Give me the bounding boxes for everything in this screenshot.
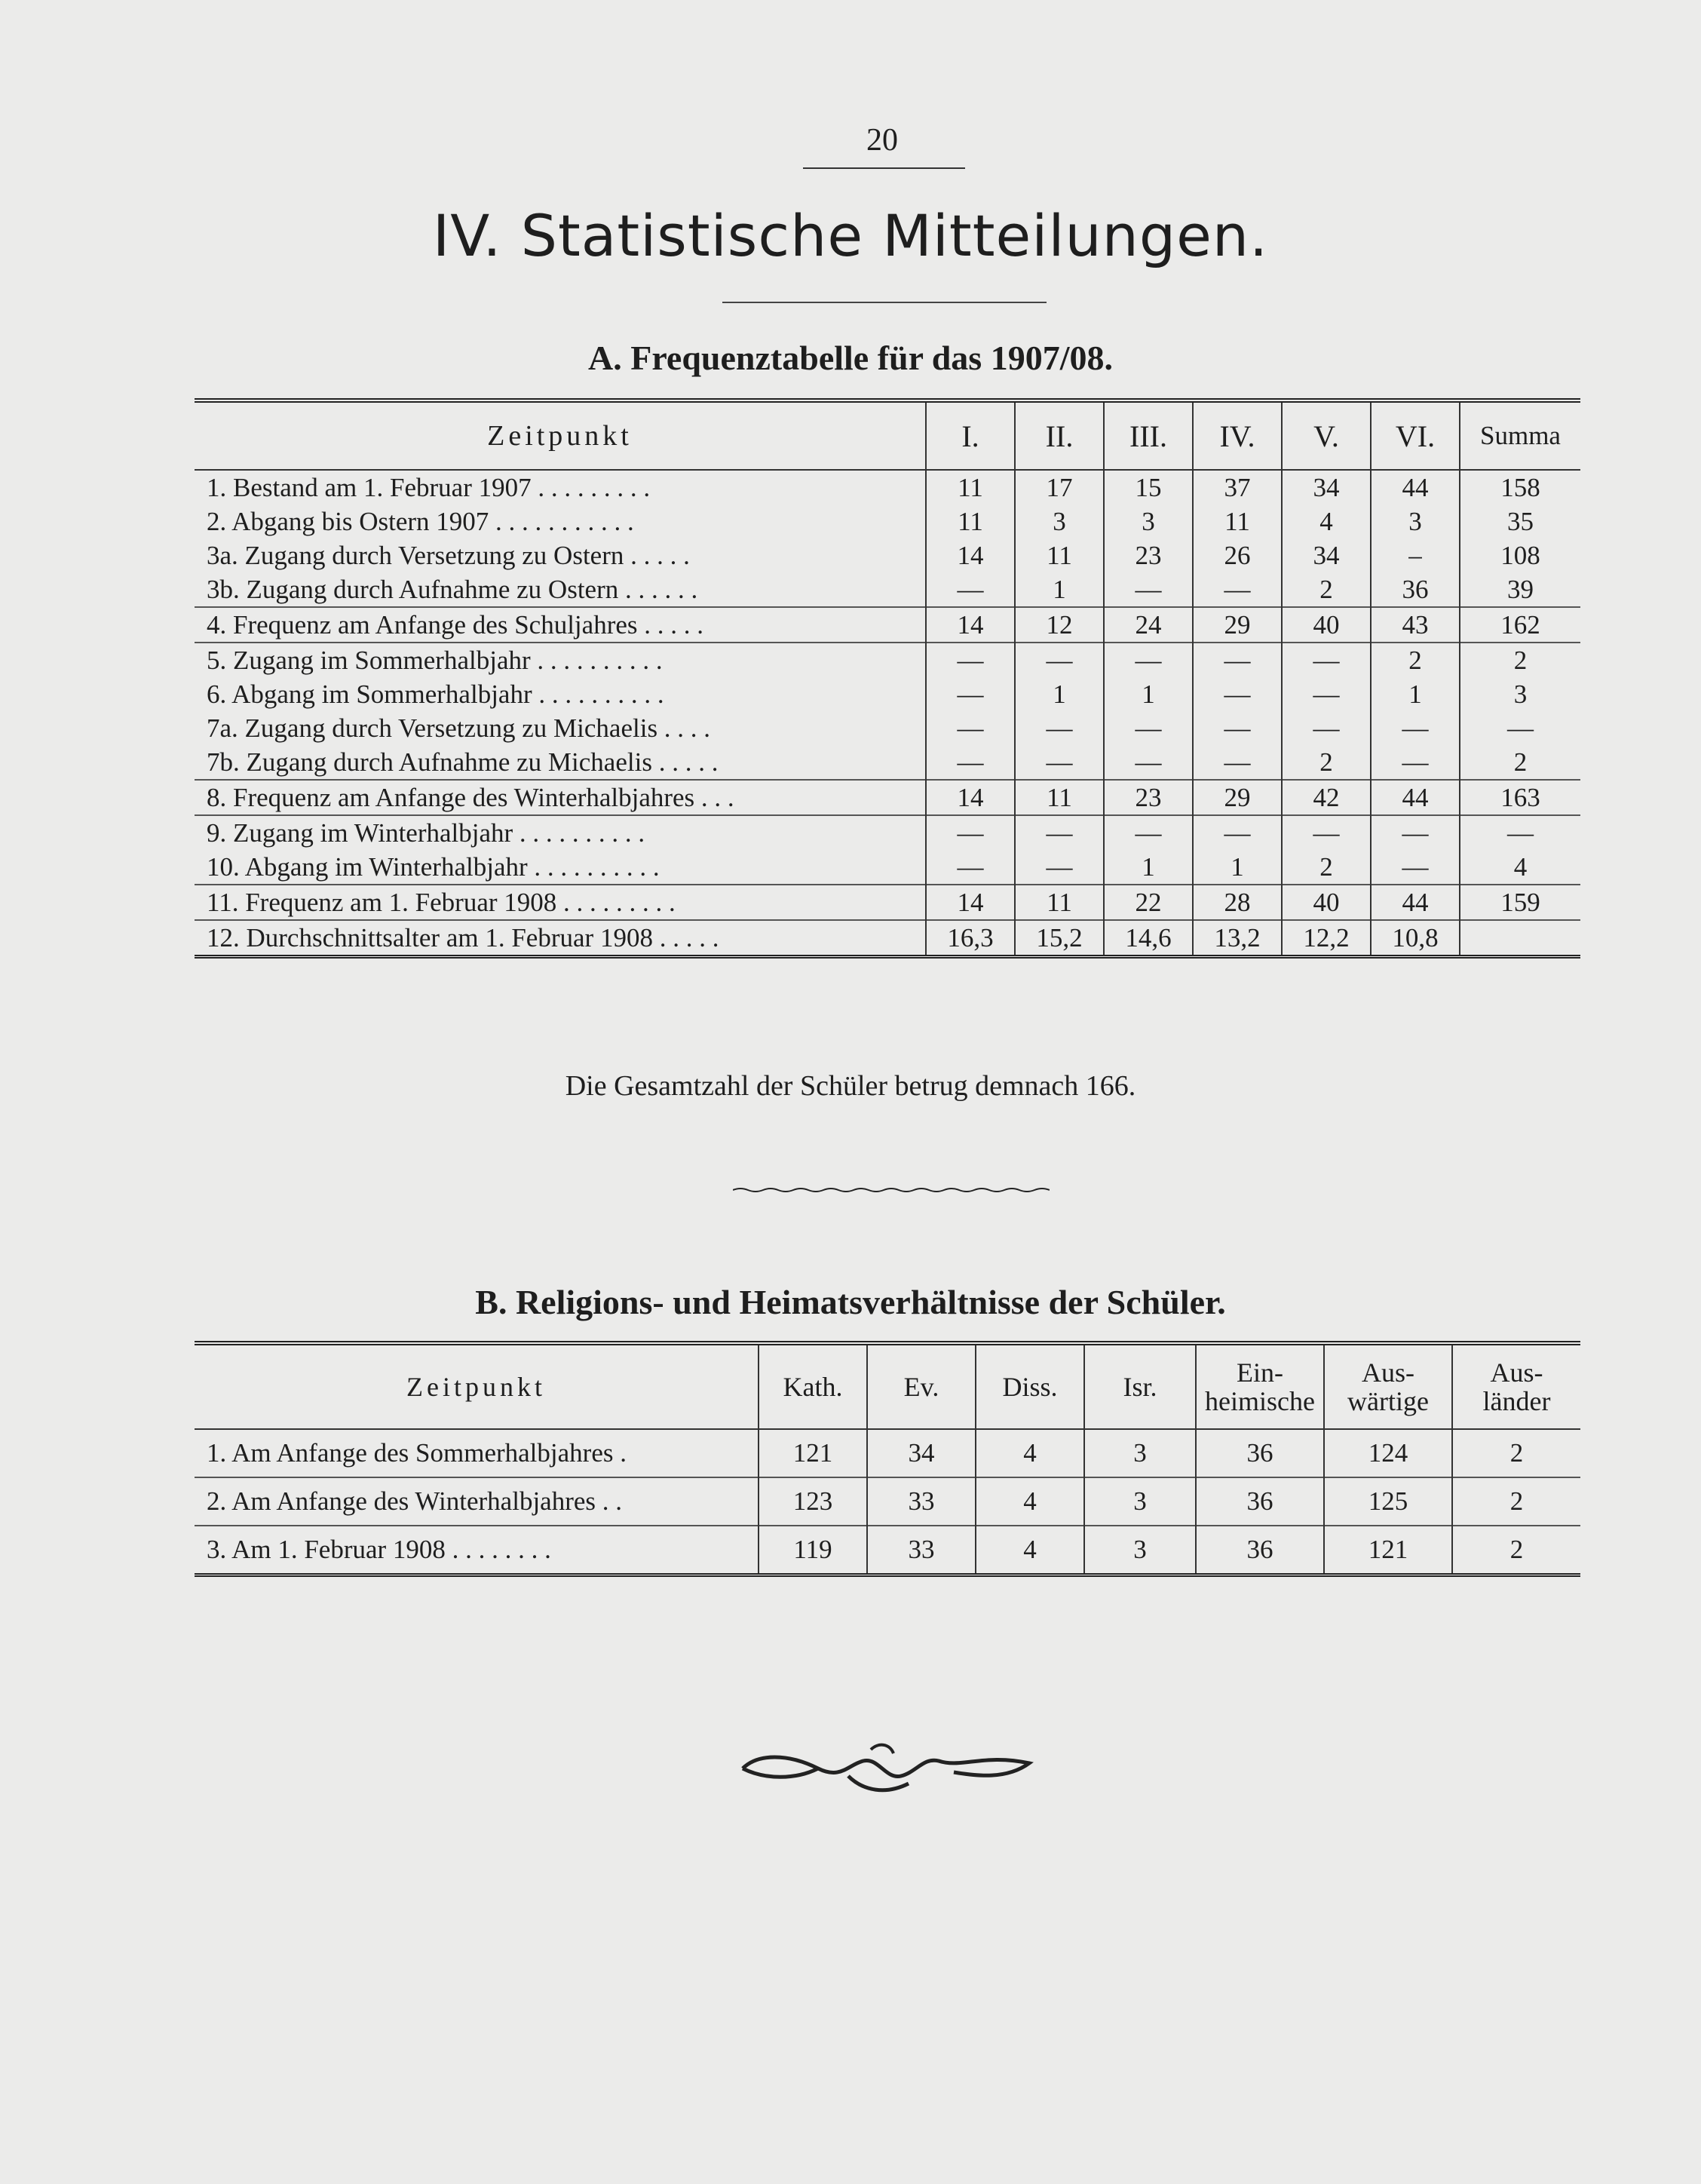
- table-cell: 123: [759, 1477, 867, 1526]
- table-cell: —: [1015, 745, 1104, 780]
- header-zeitpunkt: Zeitpunkt: [195, 400, 926, 470]
- table-cell: 13,2: [1193, 920, 1282, 957]
- table-cell: 15,2: [1015, 920, 1104, 957]
- header-kath: Kath.: [759, 1343, 867, 1429]
- table-cell: —: [1371, 711, 1460, 745]
- table-cell: 40: [1282, 885, 1371, 920]
- heading-rule: [722, 302, 1047, 303]
- table-cell: 26: [1193, 538, 1282, 572]
- table-cell: 12: [1015, 607, 1104, 643]
- table-cell: 2: [1452, 1477, 1580, 1526]
- table-cell: 4: [976, 1429, 1084, 1477]
- table-cell: 1: [1104, 850, 1193, 885]
- table-row: [195, 572, 1580, 607]
- table-cell: 16,3: [926, 920, 1015, 957]
- table-cell: —: [1460, 711, 1580, 745]
- row-label: 6. Abgang im Sommerhalbjahr . . . . . . . . . .: [207, 679, 664, 709]
- header-class-1: I.: [926, 400, 1015, 470]
- table-cell: —: [1282, 643, 1371, 677]
- table-cell: —: [1193, 711, 1282, 745]
- page-heading: IV. Statistische Mitteilungen.: [432, 202, 1269, 269]
- table-cell: —: [926, 815, 1015, 850]
- table-cell: —: [1282, 711, 1371, 745]
- table-cell: 11: [1015, 885, 1104, 920]
- row-label: 3. Am 1. Februar 1908 . . . . . . . .: [195, 1526, 759, 1575]
- table-cell: 33: [867, 1477, 976, 1526]
- table-cell: 43: [1371, 607, 1460, 643]
- table-cell: 15: [1104, 470, 1193, 505]
- table-cell: —: [1104, 643, 1193, 677]
- table-cell: 121: [1324, 1526, 1452, 1575]
- table-cell: —: [1193, 815, 1282, 850]
- table-cell: 2: [1460, 745, 1580, 780]
- row-label: 12. Durchschnittsalter am 1. Februar 1908 . . . . .: [195, 920, 926, 957]
- table-cell: —: [1104, 711, 1193, 745]
- table-cell: 29: [1193, 780, 1282, 815]
- table-cell: —: [1015, 850, 1104, 885]
- table-cell: 34: [1282, 470, 1371, 505]
- table-cell: 11: [1015, 538, 1104, 572]
- table-row: [195, 885, 1580, 920]
- header-auswaertige: Aus- wärtige: [1324, 1343, 1452, 1429]
- table-row: [195, 850, 1580, 885]
- table-cell: 14: [926, 607, 1015, 643]
- wavy-divider: [733, 1186, 1050, 1195]
- table-row: [195, 780, 1580, 815]
- row-label: 2. Am Anfange des Winterhalbjahres . .: [195, 1477, 759, 1526]
- table-row: [195, 643, 1580, 677]
- table-cell: —: [1371, 815, 1460, 850]
- header-class-5: V.: [1282, 400, 1371, 470]
- table-cell: 2: [1282, 572, 1371, 607]
- table-cell: 34: [867, 1429, 976, 1477]
- table-row: [195, 1526, 1580, 1575]
- table-cell: 1: [1104, 677, 1193, 711]
- table-cell: 159: [1460, 885, 1580, 920]
- table-cell: 2: [1452, 1429, 1580, 1477]
- row-label: 3b. Zugang durch Aufnahme zu Ostern . . . . . .: [207, 574, 698, 604]
- header-ev: Ev.: [867, 1343, 976, 1429]
- table-row: [195, 538, 1580, 572]
- table-cell: 23: [1104, 780, 1193, 815]
- page-number: 20: [866, 123, 898, 158]
- religion-header-row: [195, 1343, 1580, 1429]
- table-cell: 44: [1371, 470, 1460, 505]
- table-cell: 4: [1460, 850, 1580, 885]
- header-class-2: II.: [1015, 400, 1104, 470]
- table-row: [195, 815, 1580, 850]
- table-cell: 28: [1193, 885, 1282, 920]
- row-label: 5. Zugang im Sommerhalbjahr . . . . . . . . . .: [195, 643, 926, 677]
- table-cell: 36: [1371, 572, 1460, 607]
- table-cell: 3: [1015, 505, 1104, 538]
- table-cell: 12,2: [1282, 920, 1371, 957]
- table-cell: —: [926, 850, 1015, 885]
- total-remark: Die Gesamtzahl der Schüler betrug demnach 166.: [565, 1070, 1136, 1102]
- table-row: [195, 1477, 1580, 1526]
- table-cell: —: [1371, 745, 1460, 780]
- table-row: [195, 1429, 1580, 1477]
- table-cell: 2: [1282, 745, 1371, 780]
- table-cell: 1: [1193, 850, 1282, 885]
- header-zeitpunkt-b: Zeitpunkt: [195, 1343, 759, 1429]
- table-row: [195, 607, 1580, 643]
- table-cell: 11: [926, 470, 1015, 505]
- row-label: 9. Zugang im Winterhalbjahr . . . . . . . . . .: [195, 815, 926, 850]
- table-cell: 125: [1324, 1477, 1452, 1526]
- table-cell: 44: [1371, 780, 1460, 815]
- ornament-icon: [735, 1735, 1037, 1802]
- table-cell: 36: [1196, 1477, 1324, 1526]
- table-cell: 4: [1282, 505, 1371, 538]
- table-row: [195, 677, 1580, 711]
- table-row: [195, 505, 1580, 538]
- table-cell: 1: [1015, 572, 1104, 607]
- table-cell: 108: [1460, 538, 1580, 572]
- row-label: 7a. Zugang durch Versetzung zu Michaelis . . . .: [207, 713, 711, 743]
- table-cell: 14,6: [1104, 920, 1193, 957]
- table-cell: 163: [1460, 780, 1580, 815]
- table-cell: 37: [1193, 470, 1282, 505]
- table-row: [195, 920, 1580, 957]
- table-cell: —: [1193, 643, 1282, 677]
- row-label: 3a. Zugang durch Versetzung zu Ostern . . . . .: [207, 540, 690, 570]
- header-summa: Summa: [1460, 400, 1580, 470]
- table-cell: 11: [1015, 780, 1104, 815]
- table-cell: 42: [1282, 780, 1371, 815]
- table-cell: 22: [1104, 885, 1193, 920]
- table-cell: —: [1193, 572, 1282, 607]
- table-cell: —: [926, 677, 1015, 711]
- page-number-rule: [803, 167, 965, 169]
- table-cell: 24: [1104, 607, 1193, 643]
- table-cell: 3: [1104, 505, 1193, 538]
- table-cell: 17: [1015, 470, 1104, 505]
- table-row: [195, 711, 1580, 745]
- section-b-title: B. Religions- und Heimatsverhältnisse der Schüler.: [475, 1283, 1226, 1321]
- table-cell: 44: [1371, 885, 1460, 920]
- table-cell: —: [1015, 643, 1104, 677]
- table-cell: 1: [1015, 677, 1104, 711]
- table-cell: 1: [1371, 677, 1460, 711]
- table-cell: —: [1104, 815, 1193, 850]
- table-cell: —: [1104, 745, 1193, 780]
- table-cell: 3: [1084, 1477, 1196, 1526]
- table-row: [195, 470, 1580, 505]
- table-cell: —: [1460, 815, 1580, 850]
- table-cell: –: [1371, 538, 1460, 572]
- table-cell: 4: [976, 1477, 1084, 1526]
- table-cell: 14: [926, 780, 1015, 815]
- table-cell: 4: [976, 1526, 1084, 1575]
- header-class-4: IV.: [1193, 400, 1282, 470]
- row-label: 7b. Zugang durch Aufnahme zu Michaelis . . . . .: [207, 747, 719, 777]
- table-cell: —: [1282, 815, 1371, 850]
- table-cell: —: [926, 745, 1015, 780]
- table-cell: 2: [1282, 850, 1371, 885]
- table-cell: 29: [1193, 607, 1282, 643]
- table-cell: 36: [1196, 1429, 1324, 1477]
- row-label: 2. Abgang bis Ostern 1907 . . . . . . . . . . .: [207, 506, 634, 536]
- table-cell: 14: [926, 885, 1015, 920]
- table-cell: 124: [1324, 1429, 1452, 1477]
- table-cell: [1460, 920, 1580, 957]
- table-cell: —: [1193, 677, 1282, 711]
- table-cell: 23: [1104, 538, 1193, 572]
- table-cell: —: [1015, 815, 1104, 850]
- header-diss: Diss.: [976, 1343, 1084, 1429]
- table-cell: —: [926, 711, 1015, 745]
- table-cell: 158: [1460, 470, 1580, 505]
- table-cell: —: [1015, 711, 1104, 745]
- row-label: 11. Frequenz am 1. Februar 1908 . . . . . . . . .: [195, 885, 926, 920]
- table-cell: 3: [1371, 505, 1460, 538]
- table-cell: 2: [1460, 643, 1580, 677]
- table-row: [195, 745, 1580, 780]
- table-cell: 119: [759, 1526, 867, 1575]
- row-label: 10. Abgang im Winterhalbjahr . . . . . . . . . .: [207, 851, 660, 882]
- header-auslaender: Aus- länder: [1452, 1343, 1580, 1429]
- table-cell: 121: [759, 1429, 867, 1477]
- row-label: 8. Frequenz am Anfange des Winterhalbjahres . . .: [195, 780, 926, 815]
- table-cell: 2: [1452, 1526, 1580, 1575]
- table-cell: 39: [1460, 572, 1580, 607]
- table-cell: —: [1193, 745, 1282, 780]
- table-cell: 3: [1084, 1429, 1196, 1477]
- frequency-table: [195, 398, 1580, 959]
- table-cell: —: [1104, 572, 1193, 607]
- frequency-header-row: [195, 400, 1580, 470]
- table-cell: 11: [926, 505, 1015, 538]
- row-label: 4. Frequenz am Anfange des Schuljahres . . . . .: [195, 607, 926, 643]
- header-isr: Isr.: [1084, 1343, 1196, 1429]
- table-cell: 33: [867, 1526, 976, 1575]
- section-a-title: A. Frequenztabelle für das 1907/08.: [588, 339, 1113, 377]
- table-cell: 40: [1282, 607, 1371, 643]
- row-label: 1. Bestand am 1. Februar 1907 . . . . . . . . .: [207, 472, 651, 502]
- table-cell: 35: [1460, 505, 1580, 538]
- table-cell: 36: [1196, 1526, 1324, 1575]
- table-cell: 11: [1193, 505, 1282, 538]
- table-cell: —: [1371, 850, 1460, 885]
- table-cell: 14: [926, 538, 1015, 572]
- header-class-6: VI.: [1371, 400, 1460, 470]
- table-cell: —: [926, 572, 1015, 607]
- table-cell: 10,8: [1371, 920, 1460, 957]
- table-cell: 34: [1282, 538, 1371, 572]
- religion-table: [195, 1341, 1580, 1577]
- row-label: 1. Am Anfange des Sommerhalbjahres .: [195, 1429, 759, 1477]
- table-cell: —: [926, 643, 1015, 677]
- table-cell: 162: [1460, 607, 1580, 643]
- header-einheimische: Ein- heimische: [1196, 1343, 1324, 1429]
- table-cell: —: [1282, 677, 1371, 711]
- header-class-3: III.: [1104, 400, 1193, 470]
- table-cell: 3: [1460, 677, 1580, 711]
- table-cell: 3: [1084, 1526, 1196, 1575]
- table-cell: 2: [1371, 643, 1460, 677]
